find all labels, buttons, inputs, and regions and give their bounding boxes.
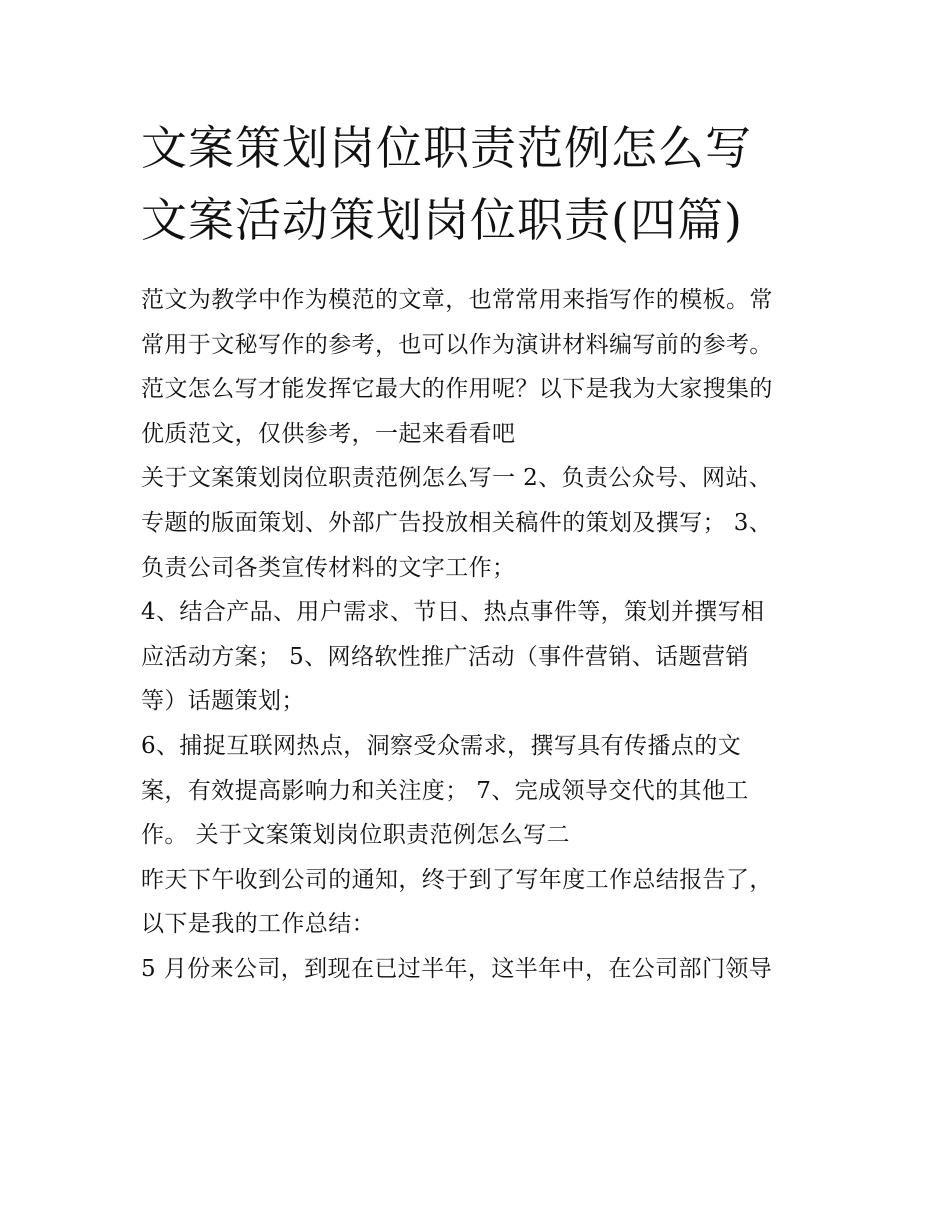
text-line: 5 月份来公司，到现在已过半年，这半年中，在公司部门领导 <box>141 955 773 982</box>
paragraph-summary-intro <box>141 858 821 947</box>
text-line: 常用于文秘写作的参考，也可以作为演讲材料编写前的参考。 <box>141 331 773 358</box>
text-line: 作。 关于文案策划岗位职责范例怎么写二 <box>141 822 570 849</box>
text-line: 昨天下午收到公司的通知，终于到了写年度工作总结报告了， <box>141 866 773 893</box>
text-line: 4、结合产品、用户需求、节日、热点事件等，策划并撰写相 <box>141 599 765 626</box>
text-line: 专题的版面策划、外部广告投放相关稿件的策划及撰写； 3、 <box>141 509 773 536</box>
text-line: 范文为教学中作为模范的文章，也常常用来指写作的模板。常 <box>141 287 773 313</box>
paragraph-duties-3 <box>141 724 821 858</box>
text-line: 以下是我的工作总结： <box>141 911 375 938</box>
document-title <box>141 112 841 256</box>
text-line: 关于文案策划岗位职责范例怎么写一 2、负责公众号、网站、 <box>141 465 773 492</box>
document-body <box>141 278 821 992</box>
text-line: 负责公司各类宣传材料的文字工作； <box>141 554 516 581</box>
paragraph-duties-2 <box>141 590 821 724</box>
text-line: 优质范文，仅供参考，一起来看看吧 <box>141 420 516 447</box>
text-line: 6、捕捉互联网热点，洞察受众需求，撰写具有传播点的文 <box>141 732 742 759</box>
text-line: 案，有效提高影响力和关注度； 7、完成领导交代的其他工 <box>141 777 749 804</box>
title-line-1: 文案策划岗位职责范例怎么写 <box>141 121 752 175</box>
text-line: 范文怎么写才能发挥它最大的作用呢？以下是我为大家搜集的 <box>141 376 773 403</box>
paragraph-intro <box>141 278 821 456</box>
paragraph-summary-start <box>141 947 821 992</box>
text-line: 应活动方案； 5、网络软性推广活动（事件营销、话题营销 <box>141 643 749 670</box>
text-line: 等）话题策划； <box>141 688 305 715</box>
paragraph-duties-1 <box>141 456 821 590</box>
title-line-2: 文案活动策划岗位职责(四篇) <box>141 193 743 247</box>
